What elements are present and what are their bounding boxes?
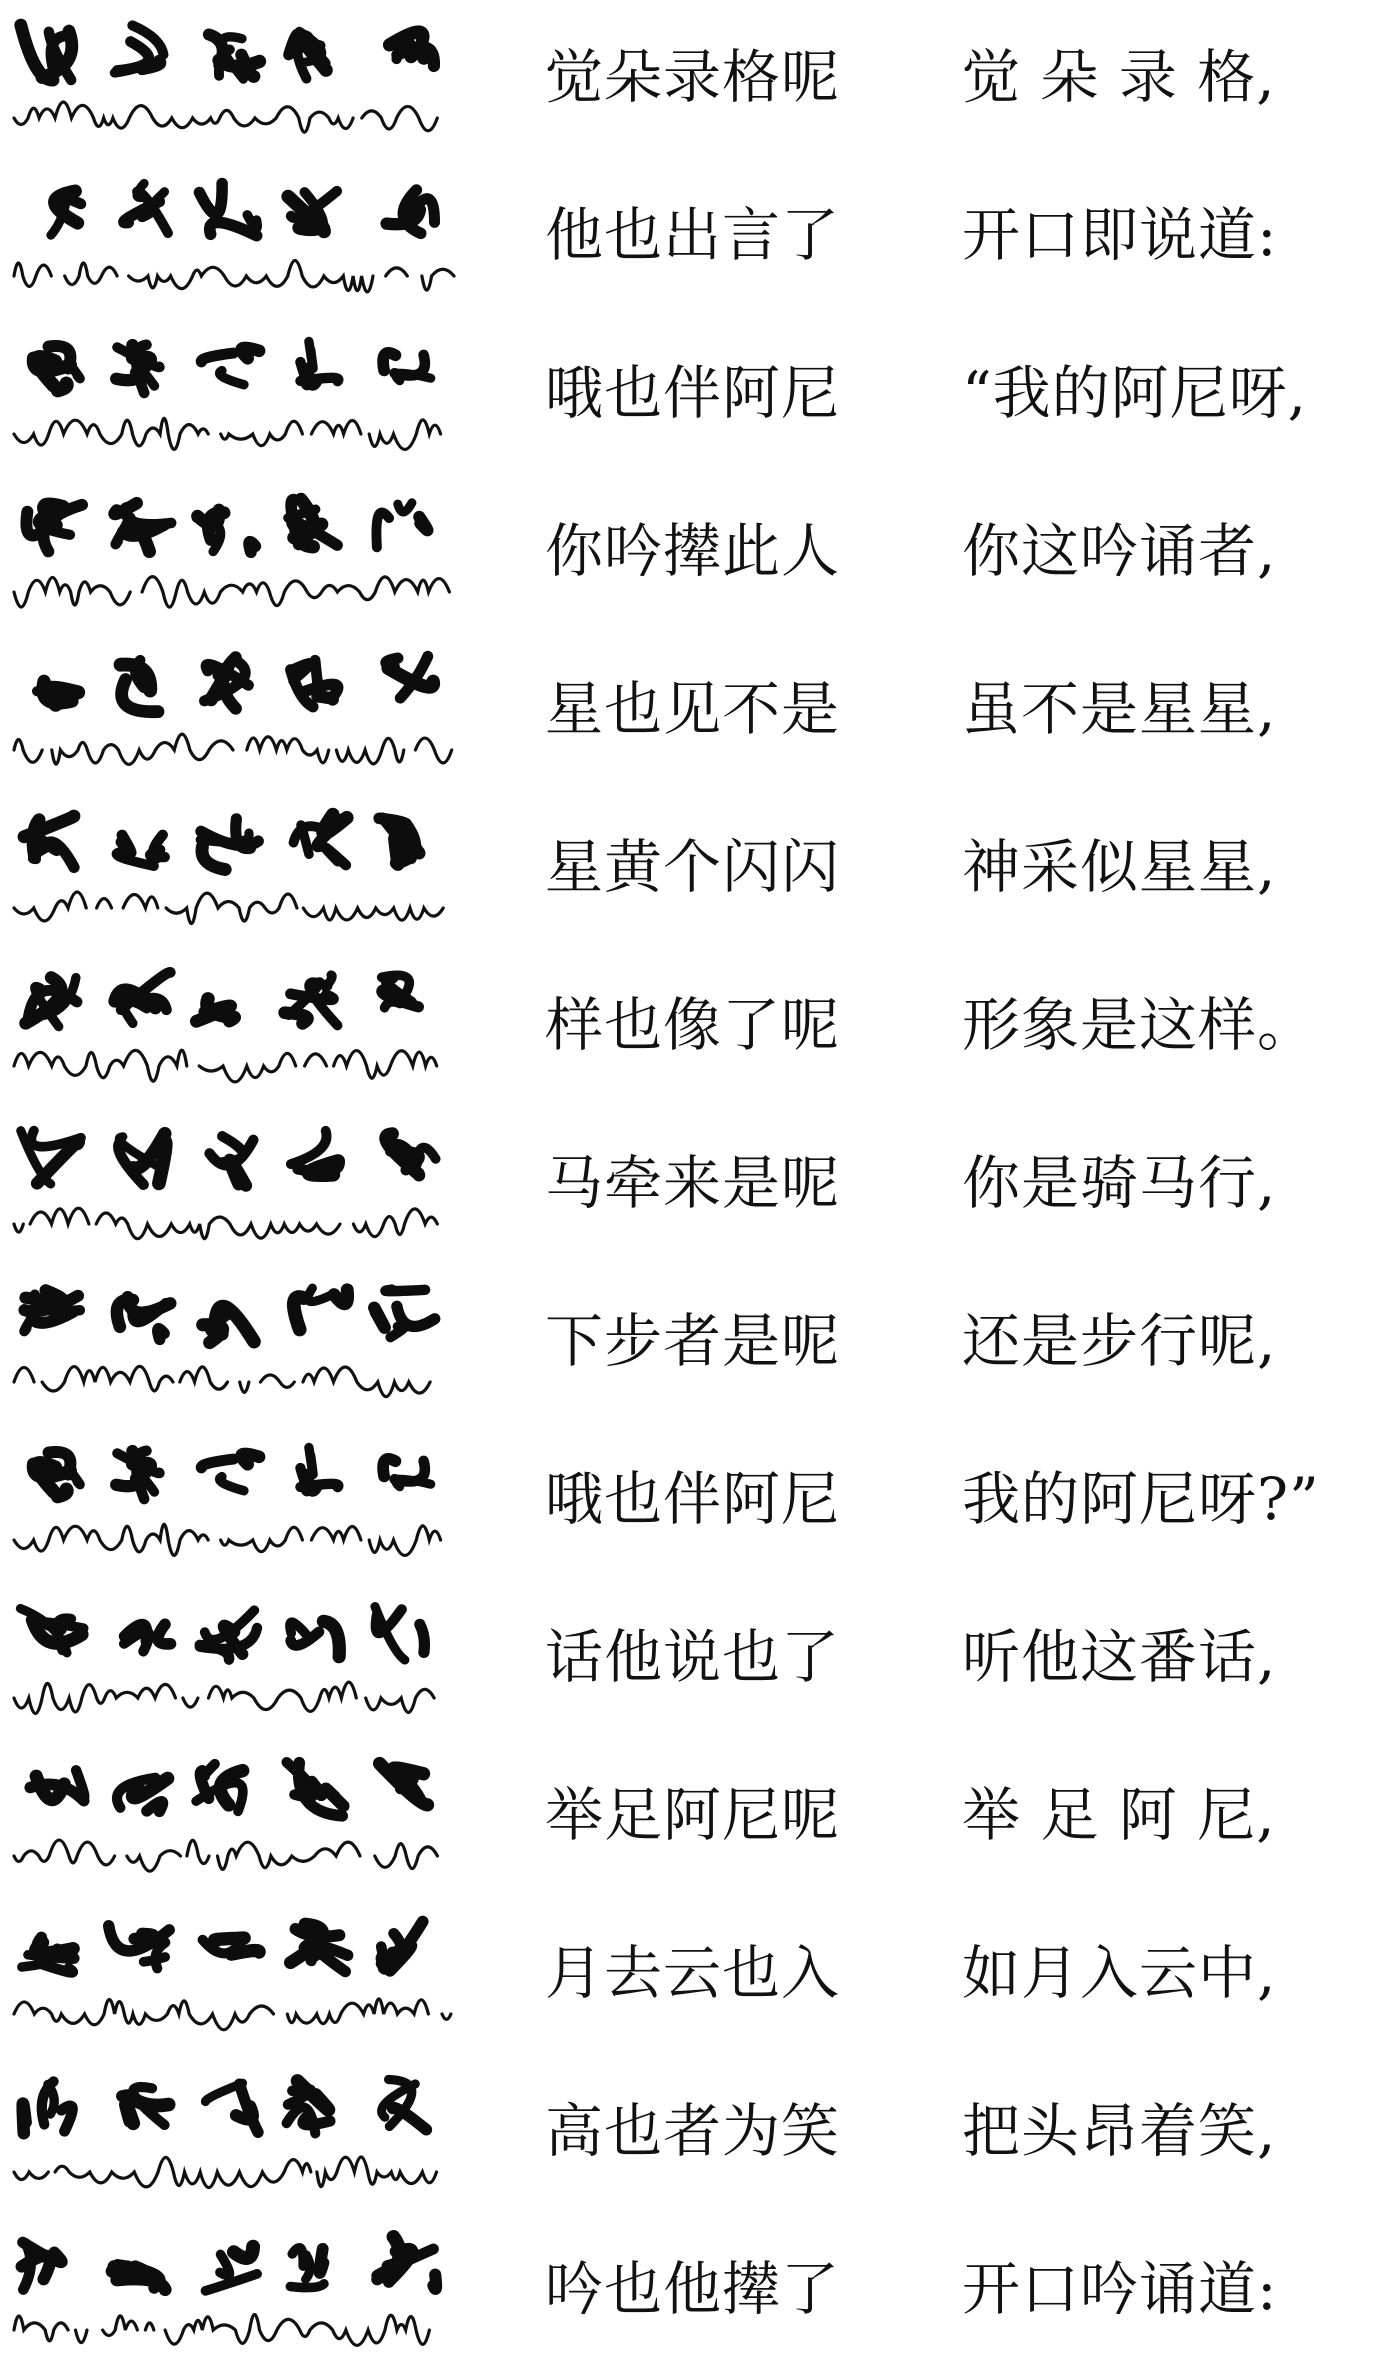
yi-script-glyphs bbox=[0, 790, 460, 948]
translation-text: 神采似星星, bbox=[962, 833, 1277, 901]
translation-text: 听他这番话, bbox=[962, 1623, 1277, 1691]
yi-script-glyphs bbox=[0, 1896, 460, 2054]
verse-row bbox=[0, 158, 1392, 316]
yi-script-glyphs bbox=[0, 158, 460, 316]
yi-script-glyphs bbox=[0, 1738, 460, 1896]
yi-script-line bbox=[0, 316, 460, 474]
yi-script-glyphs bbox=[0, 948, 460, 1106]
verse-row bbox=[0, 1106, 1392, 1264]
verse-row bbox=[0, 316, 1392, 474]
yi-script-glyphs bbox=[0, 2212, 460, 2370]
yi-script-glyphs bbox=[0, 632, 460, 790]
yi-script-line bbox=[0, 2054, 460, 2212]
yi-script-glyphs bbox=[0, 1106, 460, 1264]
yi-script-glyphs bbox=[0, 2054, 460, 2212]
gloss-text: 觉朵录格呢 bbox=[545, 43, 841, 111]
yi-script-line bbox=[0, 2212, 460, 2370]
verse-row bbox=[0, 1264, 1392, 1422]
gloss-text: 下步者是呢 bbox=[545, 1307, 841, 1375]
yi-script-line bbox=[0, 1106, 460, 1264]
verse-row bbox=[0, 948, 1392, 1106]
gloss-text: 吟也他撵了 bbox=[545, 2255, 841, 2323]
gloss-text: 星黄个闪闪 bbox=[545, 833, 841, 901]
verse-row bbox=[0, 1738, 1392, 1896]
yi-script-line bbox=[0, 0, 460, 158]
yi-script-line bbox=[0, 158, 460, 316]
gloss-text: 星也见不是 bbox=[545, 675, 841, 743]
gloss-text: 月去云也入 bbox=[545, 1939, 841, 2007]
gloss-text: 哦也伴阿尼 bbox=[545, 1465, 841, 1533]
translation-text: 开口即说道: bbox=[962, 201, 1278, 269]
translation-text: “我的阿尼呀, bbox=[962, 359, 1308, 427]
yi-script-line bbox=[0, 1896, 460, 2054]
gloss-text: 举足阿尼呢 bbox=[545, 1781, 841, 1849]
verse-row bbox=[0, 1422, 1392, 1580]
verse-row bbox=[0, 2212, 1392, 2370]
translation-text: 我的阿尼呀?” bbox=[962, 1465, 1320, 1533]
verse-row bbox=[0, 790, 1392, 948]
verse-row bbox=[0, 0, 1392, 158]
yi-script-glyphs bbox=[0, 1422, 460, 1580]
translation-text: 开口吟诵道: bbox=[962, 2255, 1278, 2323]
yi-script-line bbox=[0, 1264, 460, 1422]
translation-text: 还是步行呢, bbox=[962, 1307, 1277, 1375]
yi-script-line bbox=[0, 474, 460, 632]
gloss-text: 高也者为笑 bbox=[545, 2097, 841, 2165]
gloss-text: 哦也伴阿尼 bbox=[545, 359, 841, 427]
yi-script-glyphs bbox=[0, 1264, 460, 1422]
verse-row bbox=[0, 1580, 1392, 1738]
gloss-text: 马牵来是呢 bbox=[545, 1149, 841, 1217]
translation-text: 举 足 阿 尼, bbox=[962, 1781, 1276, 1849]
verse-row bbox=[0, 474, 1392, 632]
yi-script-glyphs bbox=[0, 474, 460, 632]
yi-script-line bbox=[0, 1422, 460, 1580]
translation-text: 觉 朵 录 格, bbox=[962, 43, 1276, 111]
yi-script-glyphs bbox=[0, 0, 460, 158]
gloss-text: 样也像了呢 bbox=[545, 991, 841, 1059]
translation-text: 你这吟诵者, bbox=[962, 517, 1277, 585]
verse-row bbox=[0, 1896, 1392, 2054]
verse-row bbox=[0, 2054, 1392, 2212]
gloss-text: 你吟撵此人 bbox=[545, 517, 841, 585]
yi-script-line bbox=[0, 1738, 460, 1896]
yi-script-glyphs bbox=[0, 1580, 460, 1738]
yi-script-line bbox=[0, 790, 460, 948]
translation-text: 形象是这样。 bbox=[962, 991, 1317, 1059]
gloss-text: 他也出言了 bbox=[545, 201, 841, 269]
translation-text: 把头昂着笑, bbox=[962, 2097, 1277, 2165]
yi-script-glyphs bbox=[0, 316, 460, 474]
gloss-text: 话他说也了 bbox=[545, 1623, 841, 1691]
yi-script-line bbox=[0, 632, 460, 790]
verse-row bbox=[0, 632, 1392, 790]
translation-text: 虽不是星星, bbox=[962, 675, 1277, 743]
yi-script-line bbox=[0, 1580, 460, 1738]
yi-script-line bbox=[0, 948, 460, 1106]
translation-text: 你是骑马行, bbox=[962, 1149, 1277, 1217]
translation-text: 如月入云中, bbox=[962, 1939, 1277, 2007]
